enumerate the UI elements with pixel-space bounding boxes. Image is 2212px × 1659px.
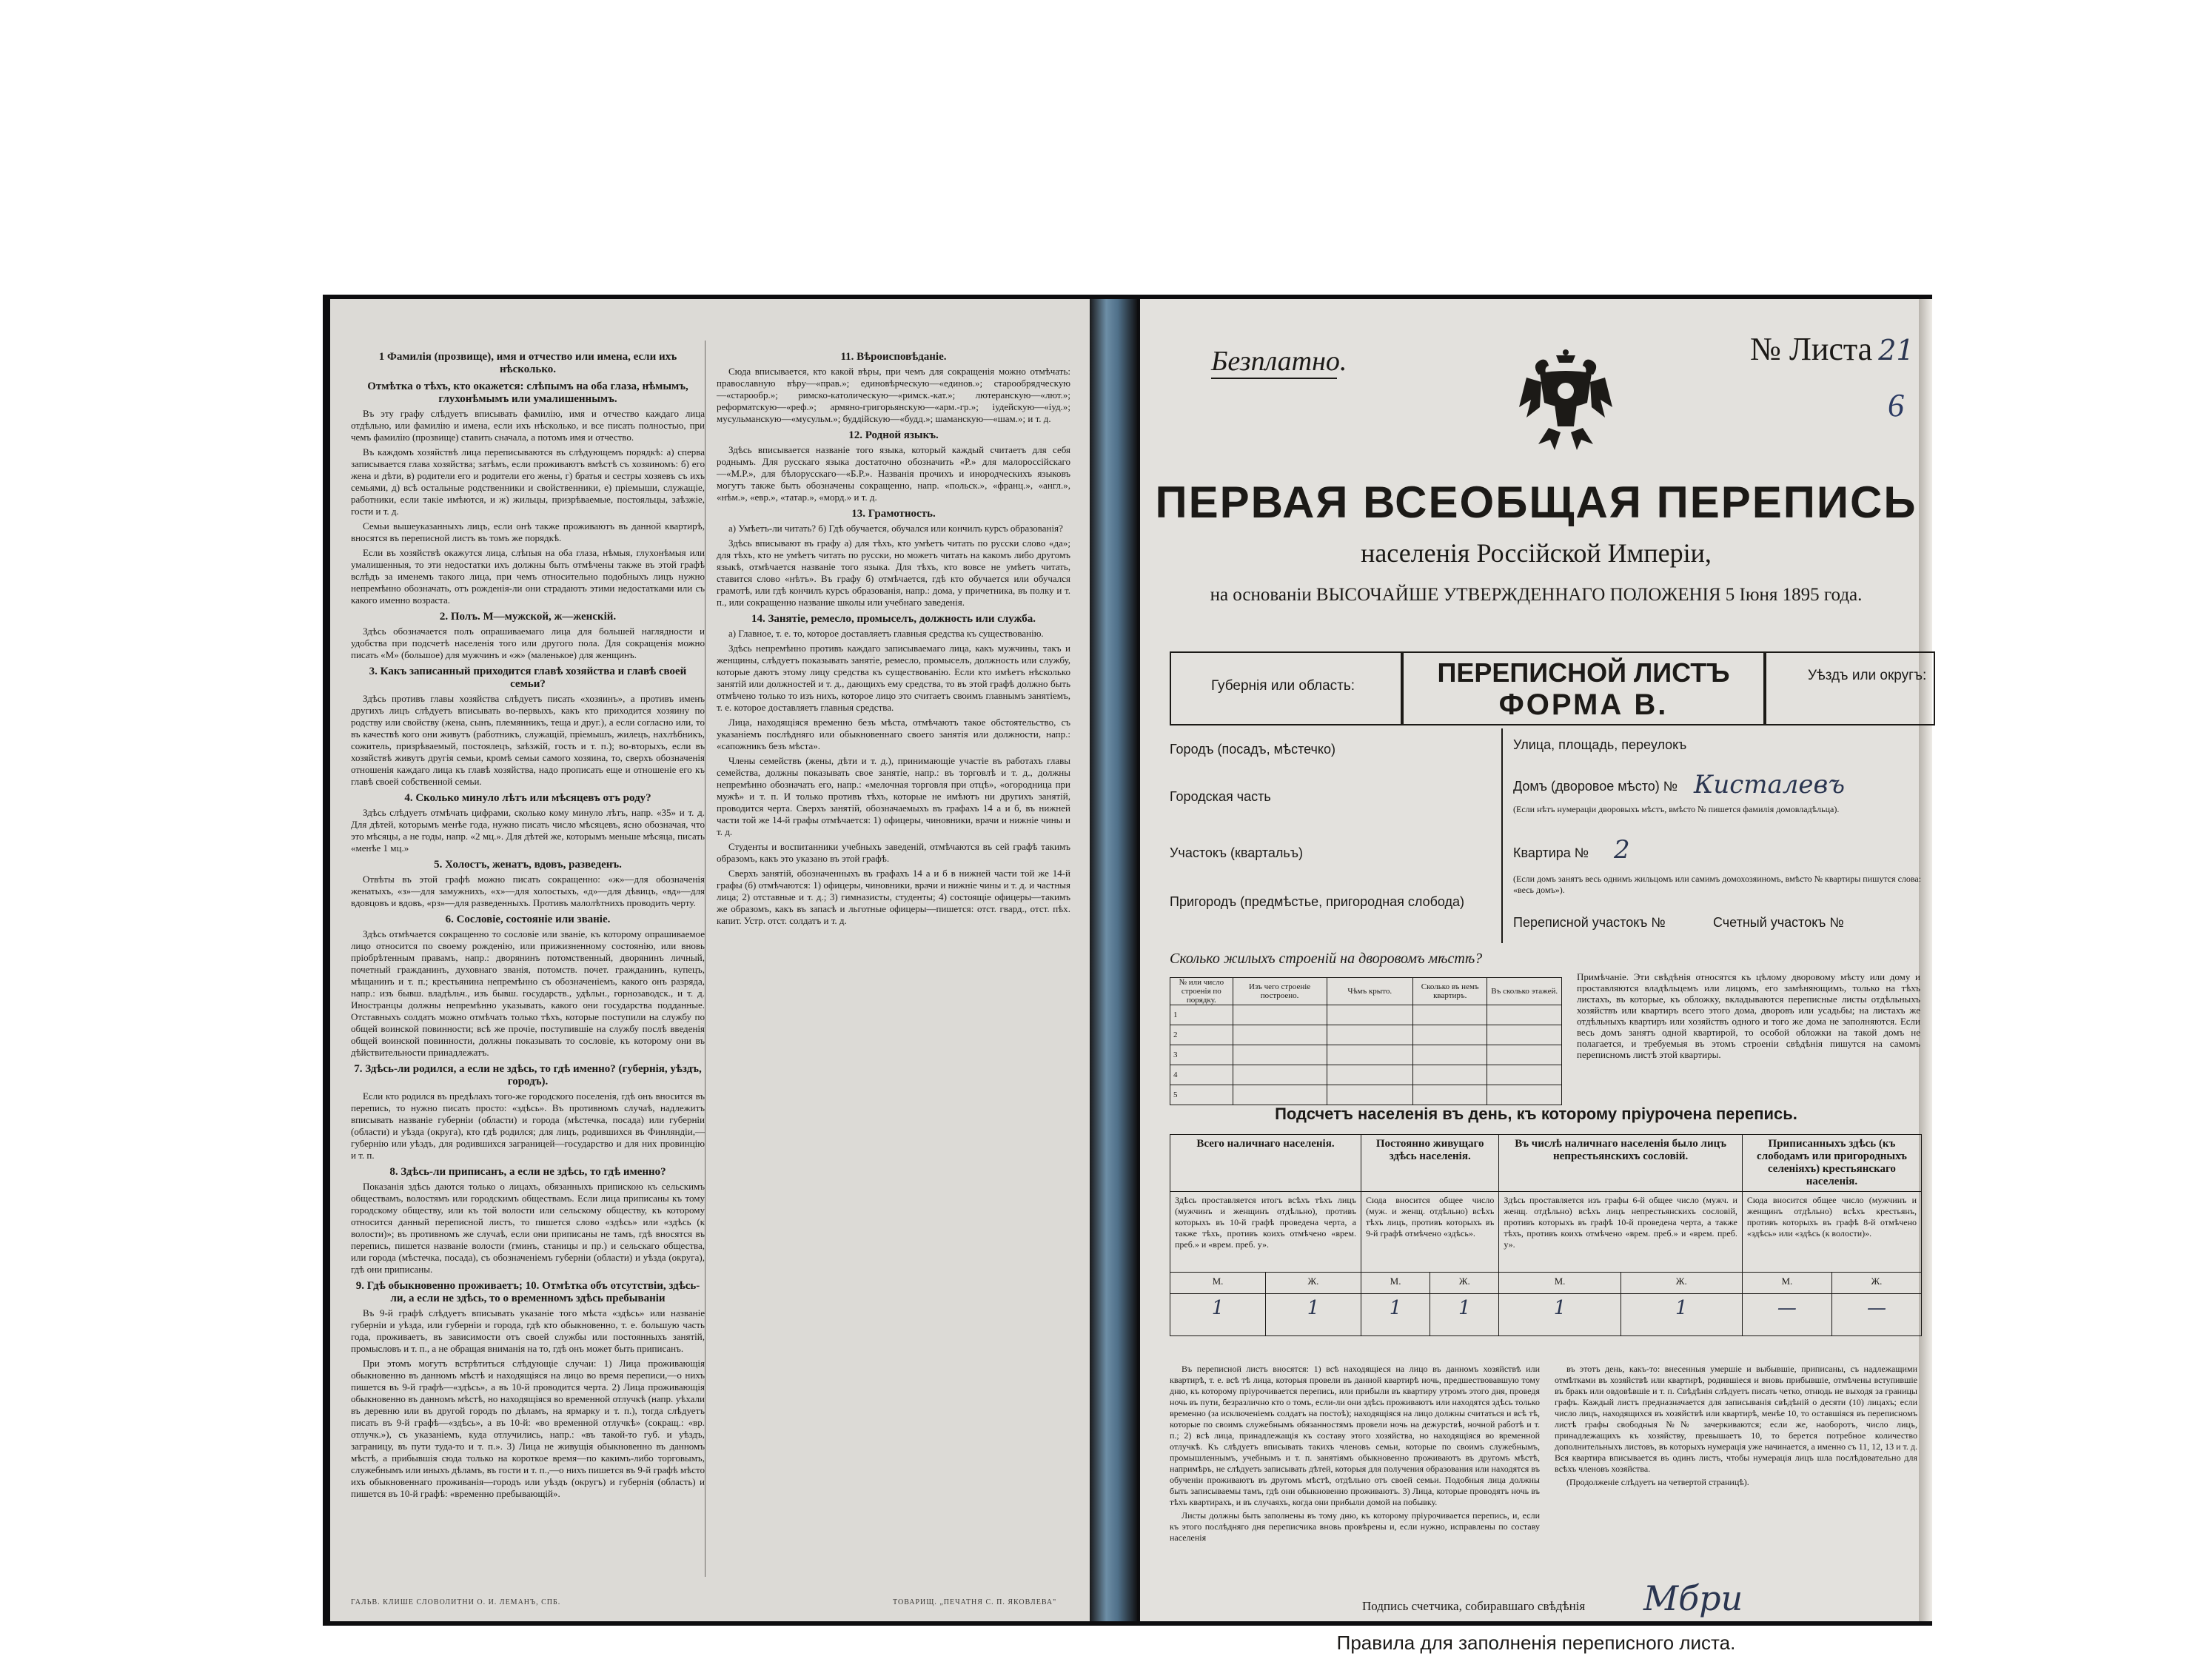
buildings-question: Сколько жилыхъ строеній на дворовомъ мѣстѣ? (1170, 951, 1483, 967)
rules-paragraph: (Продолженіе слѣдуетъ на четвертой страницѣ). (1566, 1477, 1749, 1487)
census-legal-basis: на основаніи ВЫСОЧАЙШЕ УТВЕРЖДЕННАГО ПОЛОЖЕНІЯ 5 Іюня 1895 года. (1210, 585, 1863, 605)
apartment-field: Квартира № (1513, 845, 1589, 860)
house-field: Домъ (дворовое мѣсто) № (1513, 779, 1678, 794)
instruction-paragraph: Здѣсь противъ главы хозяйства слѣдуетъ писать «хозяинъ», а противъ именъ другихъ лицъ слѣдуетъ вписывать во-первыхъ, какъ кто приходится хозяину по родству или свойству (жена, сынъ, племянникъ, теща и друг.), а если согласно или, то въ качествѣ кого они живутъ (работникъ, служащій, пріемышъ, жилецъ, нахлѣбникъ, сожитель, призрѣваемый, постоялецъ, заѣзжій, гость и т. п.); во-вторыхъ, если въ хозяйствѣ живутъ другія семьи, кромѣ семьи самого хозяина, то, сверхъ обозначенія отношенія каждаго лица къ главѣ хозяйства, надо прописать еще и отношеніе его къ главѣ своей собственной семьи. (351, 693, 705, 787)
population-count-table (1170, 1134, 1922, 1336)
apartment-note: (Если домъ занятъ весь однимъ жильцомъ или самимъ домохозяиномъ, вмѣсто № квартиры пишутся слова: «весь домъ»). (1513, 874, 1922, 895)
section-heading: 6. Сословіе, состояніе или званіе. (445, 914, 611, 925)
form-title: ПЕРЕПИСНОЙ ЛИСТЪ (1437, 657, 1730, 688)
count-value: 1 (1499, 1294, 1621, 1336)
count-sex-row (1170, 1273, 1922, 1294)
section-heading: 11. Вѣроисповѣданіе. (840, 351, 947, 363)
left-page (330, 299, 1090, 1621)
rules-column-1 (1170, 1364, 1540, 1612)
section-heading: 14. Занятіе, ремесло, промыселъ, должность или служба. (751, 613, 1036, 625)
count-header: Постоянно живущаго здѣсь населенія. (1361, 1135, 1498, 1192)
count-description: Сюда вносится общее число (мужчинъ и женщинъ отдѣльно) всѣхъ крестьянъ, противъ которыхъ въ графѣ 8-й отмѣчено «здѣсь» или «здѣсь (к волости)». (1742, 1192, 1921, 1273)
instructions-column-2 (717, 346, 1070, 1577)
count-description: Сюда вносится общее число (муж. и женщ. отдѣльно) всѣхъ тѣхъ лицъ, противъ которыхъ въ 9-й графѣ отмѣчено «здѣсь». (1361, 1192, 1498, 1273)
buildings-header: Чѣмъ крыто. (1327, 978, 1412, 1005)
instruction-paragraph: Въ эту графу слѣдуетъ вписывать фамилію, имя и отчество каждаго лица отдѣльно, или фамилію и имена, если ихъ нѣсколько, и все писать полностью, при чемъ фамилію (прозвище) ставить сначала, а потомъ имя и отчество. (351, 408, 705, 443)
count-value: — (1831, 1294, 1921, 1336)
instruction-paragraph: а) Главное, т. е. то, которое доставляетъ главныя средства къ существованію. (728, 628, 1044, 639)
count-description: Здѣсь проставляется итогъ всѣхъ тѣхъ лицъ (мужчинъ и женщинъ отдѣльно), противъ которыхъ въ 10-й графѣ проведена черта, а также тѣхъ, противъ коихъ отмѣчено «врем. преб.» и «врем. преб. у». (1170, 1192, 1361, 1273)
buildings-row-number: 3 (1170, 1045, 1233, 1065)
count-description: Здѣсь проставляется изъ графы 6-й общее число (мужч. и женщ. отдѣльно) всѣхъ лицъ непрестьянскихъ сословій, противъ которыхъ въ графѣ 10-й проведена черта, а также тѣхъ, противъ коихъ отмѣчено «врем. преб.» и «врем. преб. у». (1499, 1192, 1743, 1273)
female-label: Ж. (1831, 1273, 1921, 1294)
instruction-paragraph: Если кто родился въ предѣлахъ того-же городского поселенія, гдѣ онъ вносится въ перепись, то нужно писать просто: «здѣсь». Въ противномъ случаѣ, надлежитъ вписывать названіе губерніи (области) и города (мѣстечка, посада) или губерніи (области) и уѣзда (округа), кто гдѣ родился; для лицъ, родившихся въ Финляндіи,—губернію или уѣздъ, для родившихся заграницей—государство и для них провинцію и т. п. (351, 1090, 705, 1161)
census-subtitle: населенія Россійской Имперіи, (1361, 538, 1712, 568)
instructions-column-1 (351, 346, 705, 1577)
buildings-row-number: 1 (1170, 1005, 1233, 1025)
instruction-paragraph: а) Умѣетъ-ли читать? б) Гдѣ обучается, обучался или кончилъ курсъ образованія? (728, 523, 1063, 534)
city-part-field: Городская часть (1170, 789, 1271, 804)
rules-paragraph: Листы должны быть заполнены въ тому дню, къ которому пріурочивается перепись, и, если къ этого послѣдняго дня переписчика вновь провѣрены и, если нужно, исправлены по составу населенія (1170, 1510, 1540, 1543)
column-divider (705, 341, 706, 1577)
section-heading: 4. Сколько минуло лѣтъ или мѣсяцевъ отъ роду? (404, 792, 651, 804)
male-label: М. (1742, 1273, 1831, 1294)
population-count-title: Подсчетъ населенія въ день, къ которому пріурочена перепись. (1275, 1105, 1797, 1123)
male-label: М. (1361, 1273, 1430, 1294)
buildings-header: № или число строенія по порядку. (1170, 978, 1233, 1005)
apartment-handwritten-value: 2 (1614, 835, 1630, 865)
female-label: Ж. (1430, 1273, 1499, 1294)
buildings-row-number: 5 (1170, 1085, 1233, 1105)
count-values-row (1170, 1294, 1922, 1336)
section-heading: 13. Грамотность. (851, 508, 936, 520)
book-gutter (1090, 299, 1137, 1621)
buildings-row-number: 2 (1170, 1025, 1233, 1045)
house-note: (Если нѣтъ нумераціи дворовыхъ мѣстъ, вмѣсто № пишется фамилія домовладѣльца). (1513, 804, 1840, 814)
section-heading: 1 Фамилія (прозвище), имя и отчество или имена, если ихъ нѣсколько. (378, 351, 677, 375)
count-description-row (1170, 1192, 1922, 1273)
buildings-row (1170, 1025, 1562, 1045)
section-heading: 2. Полъ. М—мужской, ж—женскій. (439, 611, 617, 623)
instruction-paragraph: Въ 9-й графѣ слѣдуетъ вписывать указаніе того мѣста «здѣсь» или названіе губерніи и уѣзда, или губерніи и города, гдѣ кто обыкновенно, т. е. большую часть года, проживаетъ, въ зависимости отъ своей службы или постоянныхъ занятій, промысловъ и т. п., а не обращая вниманія на то, гдѣ онъ может быть приписанъ. (351, 1307, 705, 1354)
district-box (1763, 651, 1935, 725)
count-header-row (1170, 1135, 1922, 1192)
instruction-paragraph: Если въ хозяйствѣ окажутся лица, слѣпыя на оба глаза, нѣмыя, глухонѣмыя или умалишенныя, то эти недостатки ихъ должны быть отмѣчены также въ этой графѣ вслѣдъ за именемъ такого лица, при чемъ относительно подобныхъ лицъ нужно непремѣнно обозначать, отъ рожденія-ли они страдаютъ этими недостатками или съ какого именно возраста. (351, 547, 705, 606)
male-label: М. (1499, 1273, 1621, 1294)
count-header: Въ числѣ наличнаго населенія было лицъ непрестьянскихъ сословій. (1499, 1135, 1743, 1192)
count-header: Приписанныхъ здѣсь (къ слободамъ или пригородныхъ селеніяхъ) крестьянскаго населенія. (1742, 1135, 1921, 1192)
province-box (1170, 651, 1404, 725)
buildings-header: Сколько въ немъ квартиръ. (1412, 978, 1487, 1005)
section-heading: 8. Здѣсь-ли приписанъ, а если не здѣсь, то гдѣ именно? (389, 1166, 666, 1178)
buildings-row (1170, 1005, 1562, 1025)
printer-footer-right: ТОВАРИЩ. „ПЕЧАТНЯ С. П. ЯКОВЛЕВА" (893, 1598, 1057, 1606)
house-handwritten-value: Кисталевъ (1694, 770, 1845, 800)
section-heading: 9. Гдѣ обыкновенно проживаетъ; 10. Отмѣтка объ отсутствіи, здѣсь-ли, а если не здѣсь, то о временномъ здѣсь пребываніи (355, 1280, 700, 1304)
precinct-field: Участокъ (квартальъ) (1170, 845, 1304, 860)
instruction-paragraph: Сюда вписывается, кто какой вѣры, при чемъ для сокращенія можно отмѣчать: православную вѣру—«прав.»; единовѣрческую—«единов.»; старообрядческую—«старообр.»; римско-католическую—«римск.-кат.»; лютеранскую—«лют.»; реформатскую—«реф.»; армяно-григорьянскую—«арм.-гр.»; іудейскую—«іуд.»; мусульманскую—«мусульм.»; буддійскую—«будд.»; шаманскую—«шам.»; и т. д. (717, 366, 1070, 424)
count-header: Всего наличнаго населенія. (1170, 1135, 1361, 1192)
buildings-header: Изъ чего строеніе построено. (1233, 978, 1327, 1005)
province-label: Губернія или область: (1211, 678, 1355, 694)
rules-paragraph: Въ переписной листъ вносятся: 1) всѣ находящіеся на лицо въ данномъ хозяйствѣ или квартирѣ, т. е. всѣ тѣ лица, которыя провели въ данной квартирѣ ночь, предшествовавшую тому дню, къ которому пріурочивается перепись, или прибыли въ квартиру утромъ этого дня, проведя ночь въ пути, безразлично кто о томъ, если-ли они здѣсь проживаютъ или находятся здѣсь только временно (за исключеніемъ солдатъ на постоѣ); находящіяся на лицо должны считаться и всѣ тѣ, которые по своимъ служебнымъ обязанностямъ провели ночь на дежурствѣ, ночной работѣ и т. п.; 2) всѣ лица, принадлежащія къ составу этого хозяйства, но находящіяся во временной отлучкѣ. Къ слѣдуетъ вписывать такихъ членовъ семьи, которые по своимъ служебнымъ, промышленнымъ, учебнымъ и т. п. занятіямъ обыкновенно проживаютъ въ другомъ мѣстѣ, напримѣръ, не слѣдуетъ записывать дѣтей, которыя для получения образования или находятся въ обученіи проживаютъ въ другомъ мѣстѣ, отдѣльно отъ своей семьи. Подобныя лица должны быть записываемы тамъ, гдѣ они обыкновенно проживаютъ. 3) Лица, которые проводятъ ночь въ тѣхъ квартирахъ, и въ случаяхъ, когда они прибыли домой на побывку. (1170, 1364, 1540, 1507)
section-heading: Отмѣтка о тѣхъ, кто окажется: слѣпымъ на оба глаза, нѣмымъ, глухонѣмымъ или умалишеннымъ. (367, 381, 688, 405)
female-label: Ж. (1621, 1273, 1742, 1294)
instruction-paragraph: Лица, находящіяся временно безъ мѣста, отмѣчаютъ такое обстоятельство, съ указаніемъ послѣдняго или обыкновеннаго своего занятія или должности, напр.: «сапожникъ безъ мѣста». (717, 717, 1070, 751)
count-value: 1 (1621, 1294, 1742, 1336)
suburb-field: Пригородъ (предмѣстье, пригородная слобода) (1170, 894, 1465, 909)
male-label: М. (1170, 1273, 1266, 1294)
sheet-number (1750, 330, 1914, 368)
count-value: 1 (1170, 1294, 1266, 1336)
rules-column-2 (1555, 1364, 1917, 1612)
rules-title: Правила для заполненія переписного листа. (1336, 1632, 1736, 1654)
instruction-paragraph: Здѣсь непремѣнно противъ каждаго записываемаго лица, какъ мужчины, такъ и женщины, слѣдуетъ показывать занятіе, ремесло, промыселъ, должность или службу, которые даютъ этому лицу средства къ существованію. Если кто имѣетъ нѣсколько занятій или должностей и т. д., дающихъ ему средства, то въ этой графѣ должно быть отмѣчено только то изъ нихъ, которое лицо это считаетъ своимъ главнымъ занятіемъ, т. е. которое доставляетъ главныя средства. (717, 643, 1070, 713)
census-title: ПЕРВАЯ ВСЕОБЩАЯ ПЕРЕПИСЬ (1155, 477, 1917, 527)
field-divider (1501, 728, 1503, 943)
form-title-box (1401, 651, 1766, 725)
instruction-paragraph: Въ каждомъ хозяйствѣ лица переписываются въ слѣдующемъ порядкѣ: а) сперва записывается глава хозяйства; затѣмъ, если проживаютъ вмѣстѣ съ хозяиномъ: б) его жена и дѣти, в) родители его и родители его жены, г) братья и сестры хозяевъ съ ихъ семьями, д) всѣ остальные родственники и свойственники, е) пріемыши, служащіе, работники, если такiе имѣются, и ж) жильцы, призрѣваемые, постояльцы, заѣзжіе, гости и т. д. (351, 446, 705, 517)
buildings-note: Примѣчаніе. Эти свѣдѣнія относятся къ цѣлому дворовому мѣсту или дому и проставляются владѣльцемъ или лицомъ, его замѣняющимъ, только на тѣхъ листахъ, въ которые, къ обложку, вкладываются переписные листы отдѣльныхъ хозяйствъ или квартиръ всего этого дома, дворовъ или усадьбы; на листахъ же отдѣльныхъ квартиръ или хозяйствъ одного и того же дома не заполняются. Если весь домъ занятъ одной квартирой, то особой обложки на такой домъ не полагается, и требуемыя въ этомъ строеніи свѣдѣнія пишутся на самомъ переписномъ листѣ этой квартиры. (1577, 971, 1920, 1060)
handwritten-page-number: 6 (1888, 387, 1904, 423)
buildings-header-row (1170, 978, 1562, 1005)
sheet-number-value: 21 (1878, 334, 1914, 366)
counter-signature: Мбри (1643, 1578, 1743, 1618)
instruction-paragraph: Здѣсь вписывается названіе того языка, который каждый считаетъ для себя роднымъ. Для русскаго языка достаточно обозначить «Р.» для малороссійскаго—«М.Р.», для бѣлорусскаго—«Б.Р.». Названія прочихъ и инородческихъ языковъ могутъ также быть обозначены сокращенно, напр. «польск.», «франц.», «англ.», «нѣм.», «евр.», «татар.», «морд.» и т. д. (717, 444, 1070, 503)
street-field: Улица, площадь, переулокъ (1513, 737, 1687, 752)
section-heading: 5. Холостъ, женатъ, вдовъ, разведенъ. (434, 859, 622, 871)
count-value: 1 (1361, 1294, 1430, 1336)
double-headed-eagle-icon (1510, 345, 1621, 456)
instruction-paragraph: Отвѣты въ этой графѣ можно писать сокращенно: «ж»—для обозначенія женатыхъ, «з»—для замужнихъ, «х»—для холостыхъ, «д»—для дѣвицъ, «вд»—для вдовцовъ и вдовъ, «рз»—для разведенныхъ. Противъ малолѣтнихъ проводить черту. (351, 874, 705, 908)
section-heading: 3. Какъ записанный приходится главѣ хозяйства и главѣ своей семьи? (369, 666, 687, 690)
buildings-row (1170, 1065, 1562, 1085)
sheet-number-label: № Листа (1750, 331, 1873, 367)
rules-paragraph: въ этотъ день, какъ-то: внесенныя умершіе и выбывшіе, приписаны, съ надлежащими отмѣтками въ хозяйствѣ или квартирѣ, родившіеся и вновь прибывшіе, отмѣчены вступившіе въ бракъ или овдовѣвшіе и т. п. Свѣдѣнія слѣдуетъ писать четко, отнюдь не выходя за границы графъ. Каждый листъ предназначается для записыванія свѣдѣній о десяти (10) лицахъ; если число лицъ, находящихся въ хозяйствѣ или квартирѣ, менѣе 10, то оставшіяся въ переписномъ листѣ графы свободныя №№ зачеркиваются; если же, наоборотъ, число лицъ, принадлежащихъ къ хозяйству, превышаетъ 10, то берется потребное количество дополнительныхъ листовъ, въ которыхъ нумерація уже начинается, а именно съ 11, 12, 13 и т. д. Вся квартира вписывается въ одинъ листъ, чтобы нумерація лицъ шла послѣдовательно для всѣхъ членовъ хозяйства. (1555, 1364, 1917, 1474)
free-of-charge-label: Безплатно. (1211, 346, 1347, 377)
instruction-paragraph: Члены семействъ (жены, дѣти и т. д.), принимающіе участіе въ работахъ главы семейства, должны показывать свое занятіе, напр.: въ торговлѣ и т. д., должны непремѣнно обозначать его, напр.: «мелочная торговля при отцѣ», «огородница при мужѣ» и т. п. И только противъ тѣхъ, которые не имѣютъ ни другихъ занятій, проводится черта. Сверхъ занятій, обозначаемыхъ въ графахъ 14 а и б, въ нижней части той же 14-й графы отмѣчается: 1) офицеры, чиновники, врачи и нижніе чины и т. д. (717, 755, 1070, 837)
buildings-row (1170, 1085, 1562, 1105)
count-value: 1 (1265, 1294, 1361, 1336)
instruction-paragraph: Сверхъ занятій, обозначенныхъ въ графахъ 14 а и б в нижней части той же 14-й графы (б) отмѣчаются: 1) офицеры, чиновники, врачи и нижніе чины и т. д. и частныя лица; 2) отставные и т. д.; 3) гимназисты, студенты; 4) состоящіе офицеры—такимъ же образомъ, какъ въ запасѣ и льготные офицеры—пишется: отст. гвард., отст. пѣх. капит. Устр. отст. солдатъ и т. д. (717, 868, 1070, 926)
instruction-paragraph: Здѣсь вписывают въ графу а) для тѣхъ, кто умѣетъ читать по русски слово «да»; для тѣхъ, кто не умѣетъ читать по русски, но можетъ читать на какомъ либо другомъ языкѣ, отмѣчается названіе того языка. Для тѣхъ, кто вовсе не умѣетъ читать, ставится слово «нѣтъ». Въ графу б) отмѣчается, гдѣ кто обучается или обучался грамотѣ, или гдѣ кончилъ курсъ образованія, напр.: дома, у причетника, въ полку и т. п., или сокращенно название школы или учебнаго заведенія. (717, 537, 1070, 608)
instruction-paragraph: Показанія здѣсь даются только о лицахъ, обязанныхъ припискою къ сельскимъ обществамъ, волостямъ или городскимъ обществамъ. Если лица приписаны къ тому городскому обществу, или къ той волости или сельскому обществу, къ которому относится данный переписной листъ, то пишется слово «здѣсь» или «здѣсь (к волости)»; въ противномъ же случаѣ, если они приписаны не тамъ, гдѣ вносятся въ перепись, пишется названіе волости (гминъ, станицы и пр.) и сельскаго общества, или города (мѣстечка, посада), съ обозначеніемъ губерніи (области) и уѣзда (округа), гдѣ они приписаны. (351, 1181, 705, 1275)
buildings-table (1170, 977, 1562, 1105)
underline (1211, 378, 1337, 379)
signature-label: Подпись счетчика, собиравшаго свѣдѣнія (1362, 1599, 1586, 1613)
section-heading: 7. Здѣсь-ли родился, а если не здѣсь, то гдѣ именно? (губернія, уѣздъ, городъ). (354, 1063, 702, 1087)
count-value: 1 (1430, 1294, 1499, 1336)
form-letter: ФОРМА В. (1498, 688, 1669, 721)
count-value: — (1742, 1294, 1831, 1336)
female-label: Ж. (1265, 1273, 1361, 1294)
instruction-paragraph: Семьи вышеуказанныхъ лицъ, если онѣ также проживаютъ въ данной квартирѣ, вносятся въ переписной листъ въ томъ же порядкѣ. (351, 520, 705, 543)
instruction-paragraph: Здѣсь обозначается полъ опрашиваемаго лица для большей наглядности и удобства при подсчетѣ населенія того или другого пола. Для сокращенія можно писать «М» (большое) для мужчинъ и «ж» (маленькое) для женщинъ. (351, 626, 705, 660)
printer-footer-left: ГАЛЬВ. КЛИШЕ СЛОВОЛИТНИ О. И. ЛЕМАНЪ, СПБ. (351, 1598, 561, 1606)
counting-precinct-field: Счетный участокъ № (1713, 915, 1844, 930)
section-heading: 12. Родной языкъ. (848, 429, 939, 441)
buildings-row-number: 4 (1170, 1065, 1233, 1085)
city-field: Городъ (посадъ, мѣстечко) (1170, 742, 1335, 757)
instruction-paragraph: Студенты и воспитанники учебныхъ заведеній, отмѣчаются въ сей графѣ такимъ образомъ, какъ это указано въ этой графѣ. (717, 841, 1070, 864)
instruction-paragraph: При этомъ могутъ встрѣтиться слѣдующіе случаи: 1) Лица проживающія обыкновенно въ данномъ мѣстѣ и находящіяся на лицо во время переписи,—о нихъ пишется въ 9-й графѣ—«здѣсь», а въ 10-й проводится черта. 2) Лица проживающія обыкновенно въ данномъ мѣстѣ, но находящіяся во временной отлучкѣ (напр. уѣхали въ деревню или въ другой городъ по дѣламъ, на ярмарку и т. п.), тогда слѣдуетъ писать въ 9-й графѣ—«здѣсь», а въ 10-й: «во временной отлучкѣ» (сокращ.: «вр. отлучк.»), съ указаніемъ, куда отлучились, напр.: «въ такой-то губ. и уѣздъ, заграницу, въ пути туда-то и т. п.». 3) Лица не живущія обыкновенно въ данномъ мѣстѣ, а прибывшія сюда только на короткое время—по какимъ-либо торговымъ, служебнымъ или иныхъ дѣламъ, въ гости и т. п.,—о нихъ пишется въ 9-й графѣ мѣсто ихъ обыкновеннаго проживанія—городъ или уѣздъ (округъ) и губернія (область) и пишется въ 10-й графѣ: «временно пребывающій». (351, 1358, 705, 1499)
district-label: Уѣздъ или округъ: (1808, 668, 1927, 683)
instruction-paragraph: Здѣсь слѣдуетъ отмѣчать цифрами, сколько кому минуло лѣтъ, напр. «35» и т. д. Для дѣтей, которымъ менѣе года, нужно писать число мѣсяцевъ, ясно обозначая, что это мѣсяцы, а не годы, напр. «2 мц.». Для дѣтей же, которымъ меньше мѣсяца, писать «менѣе 1 мц.» (351, 807, 705, 854)
buildings-header: Въ сколько этажей. (1487, 978, 1562, 1005)
buildings-row (1170, 1045, 1562, 1065)
instruction-paragraph: Здѣсь отмѣчается сокращенно то сословіе или званіе, къ которому опрашиваемое лицо относится по своему рожденію, или прижизненному состоянію, или вновь пріобрѣтенным правамъ, напр.: дворянинъ потомственный, дворянинъ личный, почетный гражданинъ, духовнаго званія, потомств. почет. гражданинъ, купецъ, мѣщанинъ и т. п.; крестьянина непремѣнно съ обозначеніемъ, какого онъ разряда, напр.: изъ бывш. владѣльч., изъ бывш. государств., удѣльн., горнозаводск., и т. д. Иностранцы должны непремѣнно указывать, какого они государства подданные. Отставныхъ солдатъ можно отмѣчать только тѣхъ, которые поступили на службу по общей воинской повинности; всѣ же прочіе, поступившіе на службу послѣ введенія общей воинской повинности, должны показывать то сословіе, къ которому они въ дѣйствительности принадлежатъ. (351, 928, 705, 1058)
census-precinct-field: Переписной участокъ № (1513, 915, 1666, 930)
